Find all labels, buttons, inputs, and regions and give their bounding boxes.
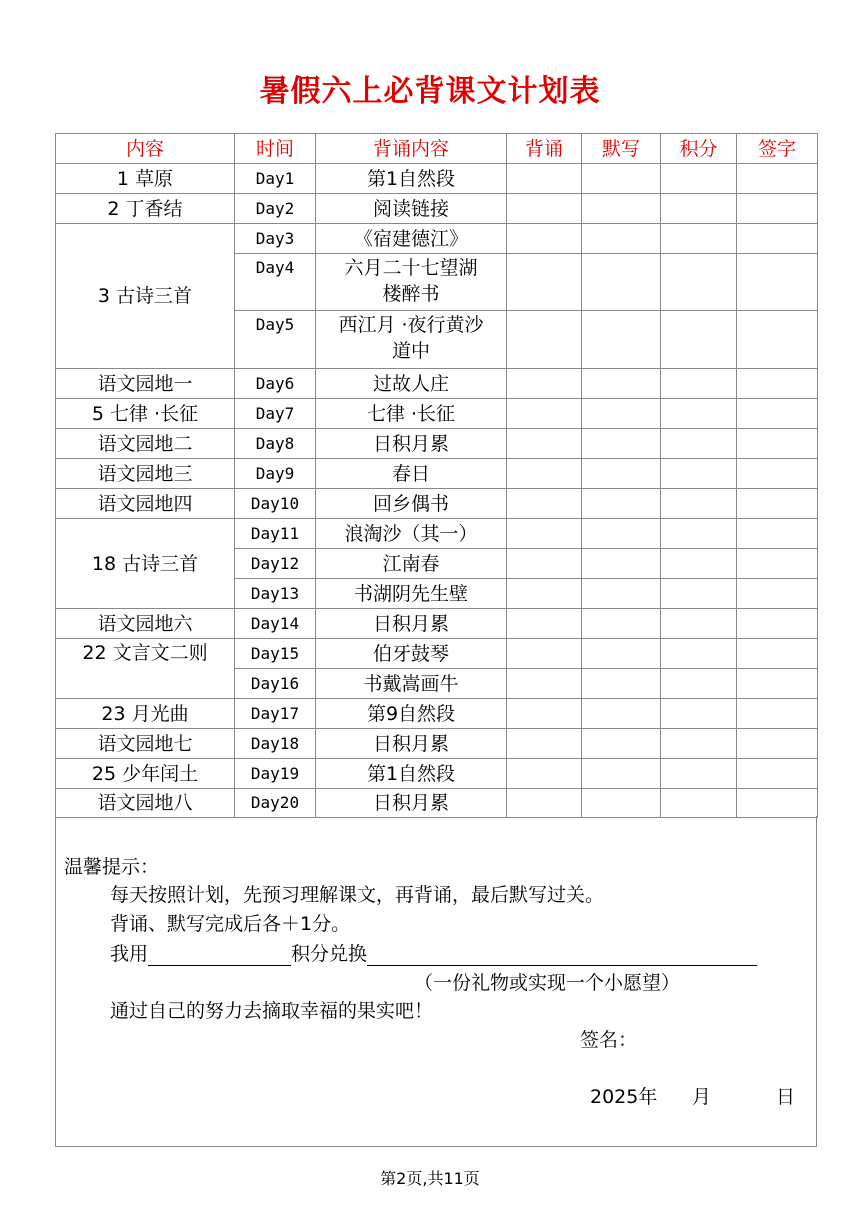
recite-cell[interactable] <box>507 609 582 639</box>
dictation-cell[interactable] <box>582 669 661 699</box>
table-row <box>56 194 818 224</box>
table-row <box>56 489 818 519</box>
table-row <box>56 224 818 254</box>
lesson-cell: 语文园地四 <box>56 489 235 519</box>
dictation-cell[interactable] <box>582 224 661 254</box>
dictation-cell[interactable] <box>582 459 661 489</box>
table-row <box>56 609 818 639</box>
points-cell[interactable] <box>661 579 737 609</box>
lesson-cell: 3 古诗三首 <box>56 224 235 369</box>
lesson-cell: 5 七律 ·长征 <box>56 399 235 429</box>
table-row <box>56 399 818 429</box>
tips-line: 通过自己的努力去摘取幸福的果实吧！ <box>110 1000 434 1022</box>
content-cell: 书戴嵩画牛 <box>316 669 507 699</box>
content-cell: 江南春 <box>316 549 507 579</box>
content-cell: 伯牙鼓琴 <box>316 639 507 669</box>
dictation-cell[interactable] <box>582 789 661 818</box>
day-cell: Day3 <box>235 224 316 254</box>
content-cell: 书湖阴先生壁 <box>316 579 507 609</box>
signature-cell[interactable] <box>737 369 818 399</box>
day-cell: Day6 <box>235 369 316 399</box>
points-cell[interactable] <box>661 489 737 519</box>
dictation-cell[interactable] <box>582 519 661 549</box>
lesson-cell: 语文园地六 <box>56 609 235 639</box>
content-cell: 《宿建德江》 <box>316 224 507 254</box>
signature-cell[interactable] <box>737 639 818 669</box>
table-row <box>56 519 818 549</box>
recite-cell[interactable] <box>507 759 582 789</box>
table-row <box>56 639 818 669</box>
day-cell: Day5 <box>235 311 316 369</box>
signature-cell[interactable] <box>737 399 818 429</box>
lesson-cell: 23 月光曲 <box>56 699 235 729</box>
exchange-label: 积分兑换 <box>291 943 368 965</box>
signature-cell[interactable] <box>737 194 818 224</box>
day-cell: Day1 <box>235 164 316 194</box>
dictation-cell[interactable] <box>582 579 661 609</box>
content-cell: 第1自然段 <box>316 164 507 194</box>
content-cell: 回乡偶书 <box>316 489 507 519</box>
reward-blank[interactable] <box>367 945 757 966</box>
signature-cell[interactable] <box>737 699 818 729</box>
signature-label: 签名： <box>580 1029 638 1051</box>
table-row <box>56 759 818 789</box>
content-cell: 七律 ·长征 <box>316 399 507 429</box>
signature-cell[interactable] <box>737 549 818 579</box>
lesson-cell: 2 丁香结 <box>56 194 235 224</box>
content-cell: 阅读链接 <box>316 194 507 224</box>
table-row <box>56 429 818 459</box>
day-cell: Day9 <box>235 459 316 489</box>
lesson-cell: 22 文言文二则 <box>56 639 235 699</box>
points-cell[interactable] <box>661 549 737 579</box>
table-row <box>56 699 818 729</box>
points-cell[interactable] <box>661 164 737 194</box>
lesson-cell: 语文园地三 <box>56 459 235 489</box>
page-footer: 第2页,共11页 <box>380 1169 480 1188</box>
tips-heading: 温馨提示： <box>64 856 160 878</box>
recite-cell[interactable] <box>507 429 582 459</box>
tips-line: 背诵、默写完成后各＋1分。 <box>110 913 351 935</box>
day-cell: Day19 <box>235 759 316 789</box>
lesson-cell: 语文园地一 <box>56 369 235 399</box>
dictation-cell[interactable] <box>582 489 661 519</box>
points-cell[interactable] <box>661 759 737 789</box>
header-recite: 背诵 <box>507 134 582 164</box>
points-cell[interactable] <box>661 519 737 549</box>
dictation-cell[interactable] <box>582 609 661 639</box>
header-dictation: 默写 <box>582 134 661 164</box>
content-cell: 日积月累 <box>316 429 507 459</box>
points-cell[interactable] <box>661 789 737 818</box>
recite-cell[interactable] <box>507 489 582 519</box>
day-cell: Day2 <box>235 194 316 224</box>
signature-cell[interactable] <box>737 311 818 369</box>
recite-cell[interactable] <box>507 789 582 818</box>
plan-table <box>55 133 818 818</box>
signature-cell[interactable] <box>737 789 818 818</box>
header-signature: 签字 <box>737 134 818 164</box>
points-cell[interactable] <box>661 224 737 254</box>
day-cell: Day8 <box>235 429 316 459</box>
content-cell: 日积月累 <box>316 609 507 639</box>
points-cell[interactable] <box>661 609 737 639</box>
points-cell[interactable] <box>661 194 737 224</box>
dictation-cell[interactable] <box>582 549 661 579</box>
day-cell: Day16 <box>235 669 316 699</box>
points-cell[interactable] <box>661 639 737 669</box>
dictation-cell[interactable] <box>582 399 661 429</box>
lesson-cell: 1 草原 <box>56 164 235 194</box>
header-row <box>56 134 818 164</box>
content-cell: 第9自然段 <box>316 699 507 729</box>
content-cell: 日积月累 <box>316 789 507 818</box>
recite-cell[interactable] <box>507 699 582 729</box>
signature-cell[interactable] <box>737 164 818 194</box>
dictation-cell[interactable] <box>582 254 661 311</box>
dictation-cell[interactable] <box>582 369 661 399</box>
points-blank[interactable] <box>148 945 291 966</box>
signature-cell[interactable] <box>737 519 818 549</box>
signature-cell[interactable] <box>737 759 818 789</box>
points-cell[interactable] <box>661 311 737 369</box>
points-cell[interactable] <box>661 254 737 311</box>
recite-cell[interactable] <box>507 224 582 254</box>
recite-cell[interactable] <box>507 459 582 489</box>
content-cell: 春日 <box>316 459 507 489</box>
dictation-cell[interactable] <box>582 759 661 789</box>
signature-cell[interactable] <box>737 579 818 609</box>
points-cell[interactable] <box>661 399 737 429</box>
tips-box <box>55 816 817 1147</box>
content-cell: 日积月累 <box>316 729 507 759</box>
content-cell: 第1自然段 <box>316 759 507 789</box>
table-row <box>56 459 818 489</box>
points-cell[interactable] <box>661 429 737 459</box>
header-content: 背诵内容 <box>316 134 507 164</box>
signature-cell[interactable] <box>737 224 818 254</box>
signature-cell[interactable] <box>737 459 818 489</box>
dictation-cell[interactable] <box>582 164 661 194</box>
date-year: 2025年 <box>590 1086 658 1108</box>
day-cell: Day17 <box>235 699 316 729</box>
recite-cell[interactable] <box>507 164 582 194</box>
day-cell: Day13 <box>235 579 316 609</box>
tips-line: 每天按照计划，先预习理解课文，再背诵，最后默写过关。 <box>110 884 605 906</box>
table-row <box>56 164 818 194</box>
day-cell: Day4 <box>235 254 316 311</box>
exchange-label: 我用 <box>110 943 149 965</box>
dictation-cell[interactable] <box>582 639 661 669</box>
content-cell: 西江月 ·夜行黄沙道中 <box>316 311 507 369</box>
points-cell[interactable] <box>661 459 737 489</box>
lesson-cell: 25 少年闰土 <box>56 759 235 789</box>
dictation-cell[interactable] <box>582 429 661 459</box>
content-cell: 浪淘沙（其一） <box>316 519 507 549</box>
day-cell: Day12 <box>235 549 316 579</box>
table-row <box>56 729 818 759</box>
table-row <box>56 789 818 818</box>
points-cell[interactable] <box>661 729 737 759</box>
recite-cell[interactable] <box>507 639 582 669</box>
reward-hint: （一份礼物或实现一个小愿望） <box>414 972 681 994</box>
recite-cell[interactable] <box>507 519 582 549</box>
lesson-cell: 语文园地二 <box>56 429 235 459</box>
recite-cell[interactable] <box>507 311 582 369</box>
recite-cell[interactable] <box>507 549 582 579</box>
signature-cell[interactable] <box>737 729 818 759</box>
lesson-cell: 18 古诗三首 <box>56 519 235 609</box>
exchange-line <box>110 939 757 966</box>
recite-cell[interactable] <box>507 729 582 759</box>
day-cell: Day14 <box>235 609 316 639</box>
dictation-cell[interactable] <box>582 311 661 369</box>
signature-cell[interactable] <box>737 669 818 699</box>
signature-cell[interactable] <box>737 429 818 459</box>
date-day: 日 <box>776 1086 796 1108</box>
table-row <box>56 369 818 399</box>
points-cell[interactable] <box>661 669 737 699</box>
dictation-cell[interactable] <box>582 699 661 729</box>
day-cell: Day10 <box>235 489 316 519</box>
recite-cell[interactable] <box>507 579 582 609</box>
day-cell: Day20 <box>235 789 316 818</box>
recite-cell[interactable] <box>507 669 582 699</box>
signature-cell[interactable] <box>737 609 818 639</box>
content-cell: 过故人庄 <box>316 369 507 399</box>
dictation-cell[interactable] <box>582 194 661 224</box>
content-cell: 六月二十七望湖楼醉书 <box>316 254 507 311</box>
day-cell: Day15 <box>235 639 316 669</box>
signature-cell[interactable] <box>737 489 818 519</box>
day-cell: Day18 <box>235 729 316 759</box>
recite-cell[interactable] <box>507 194 582 224</box>
dictation-cell[interactable] <box>582 729 661 759</box>
day-cell: Day7 <box>235 399 316 429</box>
signature-cell[interactable] <box>737 254 818 311</box>
header-time: 时间 <box>235 134 316 164</box>
lesson-cell: 语文园地八 <box>56 789 235 818</box>
recite-cell[interactable] <box>507 369 582 399</box>
points-cell[interactable] <box>661 369 737 399</box>
page-title: 暑假六上必背课文计划表 <box>259 74 601 109</box>
header-points: 积分 <box>661 134 737 164</box>
points-cell[interactable] <box>661 699 737 729</box>
lesson-cell: 语文园地七 <box>56 729 235 759</box>
day-cell: Day11 <box>235 519 316 549</box>
date-month: 月 <box>692 1086 712 1108</box>
recite-cell[interactable] <box>507 254 582 311</box>
recite-cell[interactable] <box>507 399 582 429</box>
header-lesson: 内容 <box>56 134 235 164</box>
